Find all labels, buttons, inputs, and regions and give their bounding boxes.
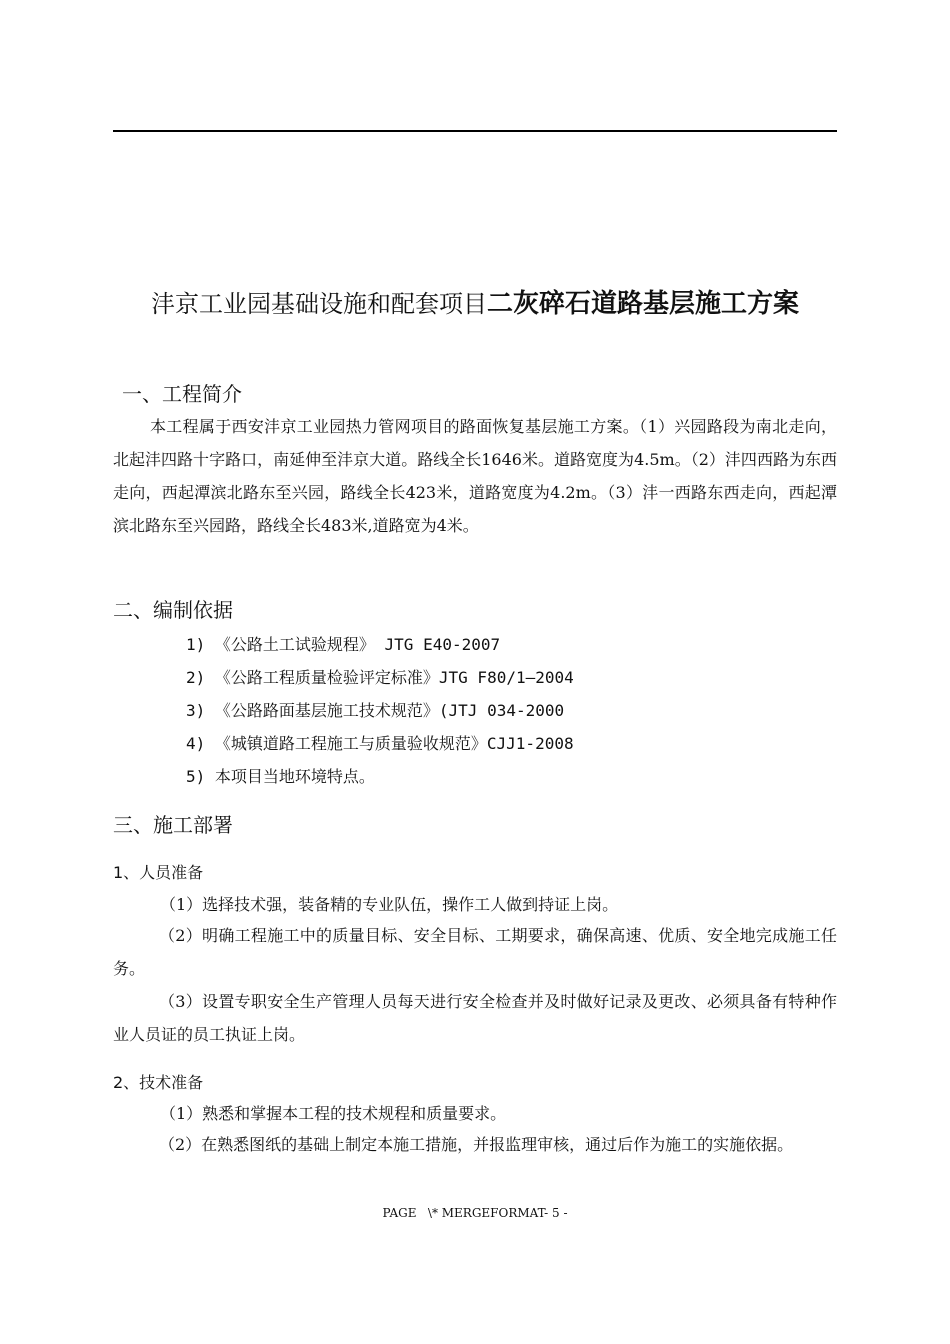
subsection2-item-1: （1）熟悉和掌握本工程的技术规程和质量要求。 (160, 1104, 507, 1123)
title-prefix: 沣京工业园基础设施和配套项目 (150, 290, 487, 318)
section3-heading: 三、施工部署 (113, 813, 233, 837)
subsection1-item-3: （3）设置专职安全生产管理人员每天进行安全检查并及时做好记录及更改、必须具备有特种作业人员证的员工执证上岗。 (113, 992, 837, 1044)
page-footer: PAGE \* MERGEFORMAT- 5 - (382, 1206, 568, 1220)
reference-item-5: 5) 本项目当地环境特点。 (186, 767, 375, 786)
subsection2-item-2: （2）在熟悉图纸的基础上制定本施工措施，并报监理审核，通过后作为施工的实施依据。 (159, 1135, 794, 1154)
subsection1-item-1: （1）选择技术强，装备精的专业队伍，操作工人做到持证上岗。 (160, 895, 619, 914)
subsection1-heading: 1、人员准备 (113, 863, 204, 882)
reference-item-1: 1) 《公路土工试验规程》 JTG E40-2007 (186, 635, 501, 654)
section1-heading: 一、工程简介 (122, 382, 242, 406)
header-rule (113, 130, 837, 132)
title-main: 二灰碎石道路基层施工方案 (486, 289, 799, 319)
document-title (0, 283, 950, 320)
reference-item-4: 4) 《城镇道路工程施工与质量验收规范》CJJ1-2008 (186, 734, 574, 753)
reference-item-3: 3) 《公路路面基层施工技术规范》(JTJ 034-2000 (186, 701, 565, 720)
subsection1-item-2: （2）明确工程施工中的质量目标、安全目标、工期要求，确保高速、优质、安全地完成施工任务。 (113, 926, 837, 978)
section1-paragraph: 本工程属于西安沣京工业园热力管网项目的路面恢复基层施工方案。（1）兴园路段为南北走向，北起沣四路十字路口，南延伸至沣京大道。路线全长1646米。道路宽度为4.5m。（2）沣四西路为东西走向，西起潭滨北路东至兴园，路线全长423米，道路宽度为4.2m。（3）沣一西路东西走向，西起潭滨北路东至兴园路，路线全长483米,道路宽为4米。 (113, 417, 837, 535)
reference-item-2: 2) 《公路工程质量检验评定标准》JTG F80/1—2004 (186, 668, 574, 687)
subsection2-heading: 2、技术准备 (113, 1073, 204, 1092)
section2-heading: 二、编制依据 (113, 598, 233, 622)
